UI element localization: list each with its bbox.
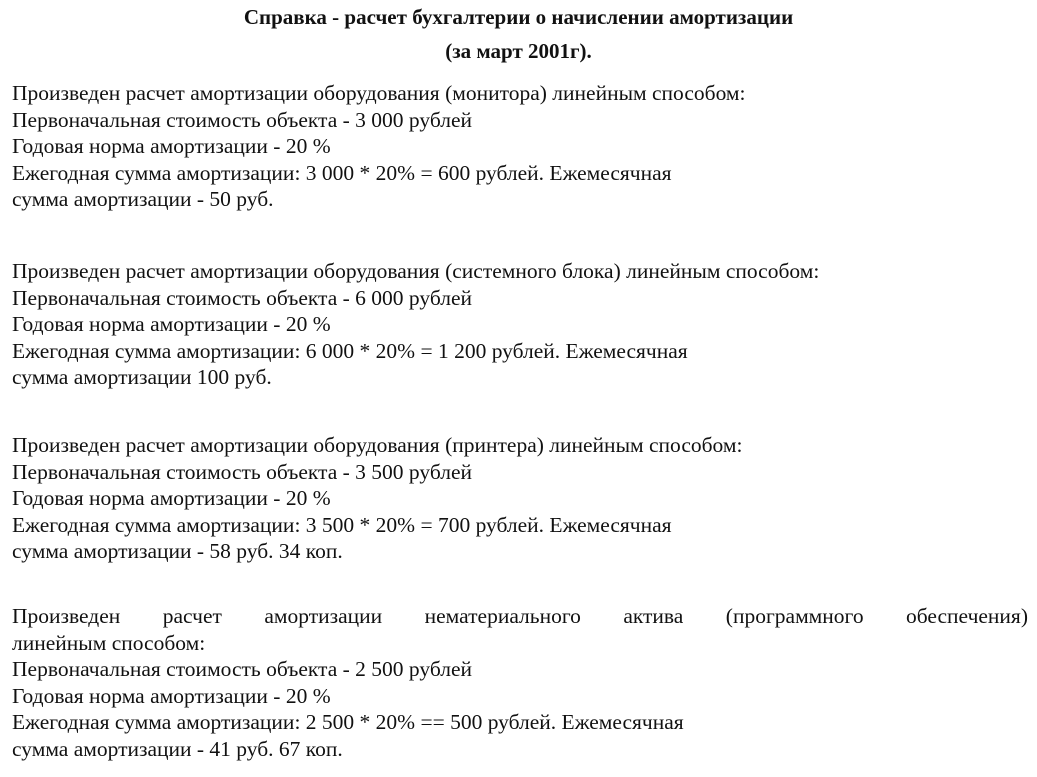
document-title: Справка - расчет бухгалтерии о начислении амортизации xyxy=(243,5,794,29)
annual-amount-line: Ежегодная сумма амортизации: 2 500 * 20% == 500 рублей. Ежемесячная xyxy=(12,710,684,734)
initial-cost-line: Первоначальная стоимость объекта - 2 500 рублей xyxy=(12,657,473,681)
section-heading: Произведен расчет амортизации оборудования (принтера) линейным способом: xyxy=(12,433,743,457)
section-heading-continued: линейным способом: xyxy=(12,630,206,655)
section-monitor xyxy=(12,80,1028,213)
document-period: (за март 2001г). xyxy=(445,39,592,63)
annual-rate-line: Годовая норма амортизации - 20 % xyxy=(12,134,331,158)
annual-amount-line: Ежегодная сумма амортизации: 3 500 * 20% = 700 рублей. Ежемесячная xyxy=(12,512,672,537)
annual-rate-line: Годовая норма амортизации - 20 % xyxy=(12,312,331,336)
section-printer xyxy=(12,432,1028,565)
initial-cost-line: Первоначальная стоимость объекта - 3 500 рублей xyxy=(12,459,473,484)
annual-amount-line: Ежегодная сумма амортизации: 6 000 * 20% = 1 200 рублей. Ежемесячная xyxy=(12,338,688,363)
initial-cost-line: Первоначальная стоимость объекта - 3 000 рублей xyxy=(12,107,473,132)
monthly-amount-line: сумма амортизации - 41 руб. 67 коп. xyxy=(12,736,343,761)
monthly-amount-line: сумма амортизации - 58 руб. 34 коп. xyxy=(12,539,343,563)
annual-rate-line: Годовая норма амортизации - 20 % xyxy=(12,683,331,708)
section-heading: Произведен расчет амортизации оборудования (монитора) линейным способом: xyxy=(12,81,746,105)
annual-rate-line: Годовая норма амортизации - 20 % xyxy=(12,486,331,510)
section-system-unit xyxy=(12,258,1028,391)
section-heading: Произведен расчет амортизации оборудования (системного блока) линейным способом: xyxy=(12,259,820,283)
initial-cost-line: Первоначальная стоимость объекта - 6 000 рублей xyxy=(12,285,473,310)
monthly-amount-line: сумма амортизации - 50 руб. xyxy=(12,187,274,211)
section-heading: Произведен расчет амортизации нематериального актива (программного обеспечения) xyxy=(12,604,1028,628)
annual-amount-line: Ежегодная сумма амортизации: 3 000 * 20% = 600 рублей. Ежемесячная xyxy=(12,160,672,185)
monthly-amount-line: сумма амортизации 100 руб. xyxy=(12,365,272,389)
section-software xyxy=(12,603,1028,762)
